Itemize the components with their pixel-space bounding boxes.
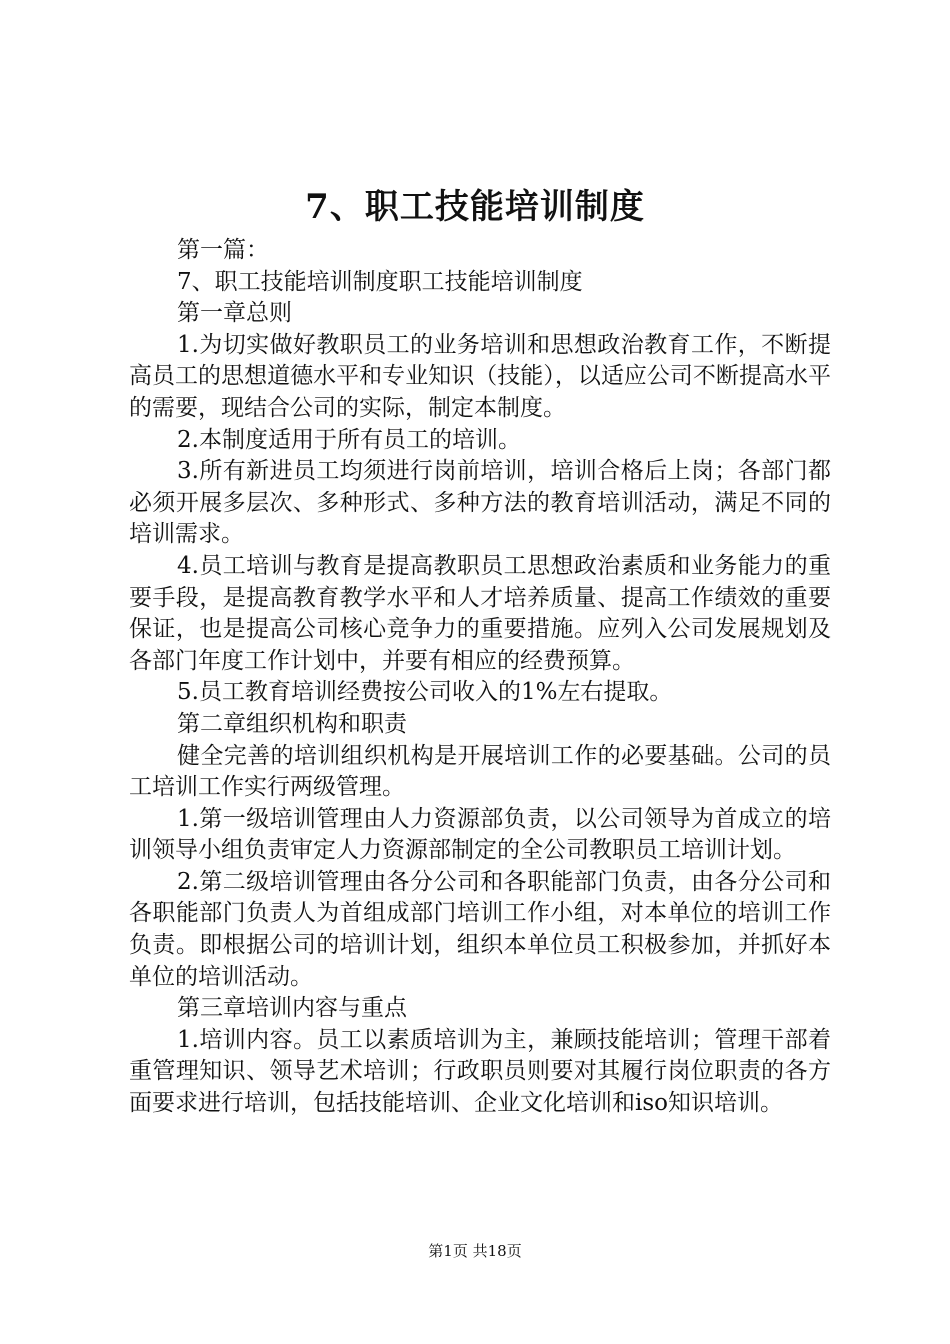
document-title: 7、职工技能培训制度: [305, 187, 645, 227]
chapter-heading: 第一章总则: [177, 300, 292, 327]
paragraph: 5.员工教育培训经费按公司收入的1%左右提取。: [177, 679, 673, 706]
paragraph: 第一篇：: [177, 237, 269, 263]
paragraph: 3.所有新进员工均须进行岗前培训，培训合格后上岗；各部门都必须开展多层次、多种形式、多种方法的教育培训活动，满足不同的培训需求。: [129, 458, 831, 548]
document-body: [129, 235, 831, 1120]
paragraph: 2.第二级培训管理由各分公司和各职能部门负责，由各分公司和各职能部门负责人为首组成部门培训工作小组，对本单位的培训工作负责。即根据公司的培训计划，组织本单位员工积极参加，并抓好本单位的培训活动。: [129, 868, 831, 990]
paragraph: 7、职工技能培训制度职工技能培训制度: [177, 268, 583, 295]
paragraph: 1.第一级培训管理由人力资源部负责，以公司领导为首成立的培训领导小组负责审定人力资源部制定的全公司教职员工培训计划。: [129, 805, 831, 864]
paragraph: 2.本制度适用于所有员工的培训。: [177, 426, 521, 453]
paragraph: 1.为切实做好教职员工的业务培训和思想政治教育工作，不断提高员工的思想道德水平和专业知识（技能），以适应公司不断提高水平的需要，现结合公司的实际，制定本制度。: [129, 331, 831, 421]
paragraph: 健全完善的培训组织机构是开展培训工作的必要基础。公司的员工培训工作实行两级管理。: [129, 742, 831, 801]
paragraph: 1.培训内容。员工以素质培训为主，兼顾技能培训；管理干部着重管理知识、领导艺术培训；行政职员则要对其履行岗位职责的各方面要求进行培训，包括技能培训、企业文化培训和iso知识培训。: [129, 1026, 831, 1117]
paragraph: 4.员工培训与教育是提高教职员工思想政治素质和业务能力的重要手段，是提高教育教学水平和人才培养质量、提高工作绩效的重要保证，也是提高公司核心竞争力的重要措施。应列入公司发展规划及各部门年度工作计划中，并要有相应的经费预算。: [129, 552, 831, 674]
chapter-heading: 第二章组织机构和职责: [177, 710, 407, 737]
page-footer: 第1页 共18页: [428, 1242, 522, 1260]
chapter-heading: 第三章培训内容与重点: [177, 995, 407, 1022]
